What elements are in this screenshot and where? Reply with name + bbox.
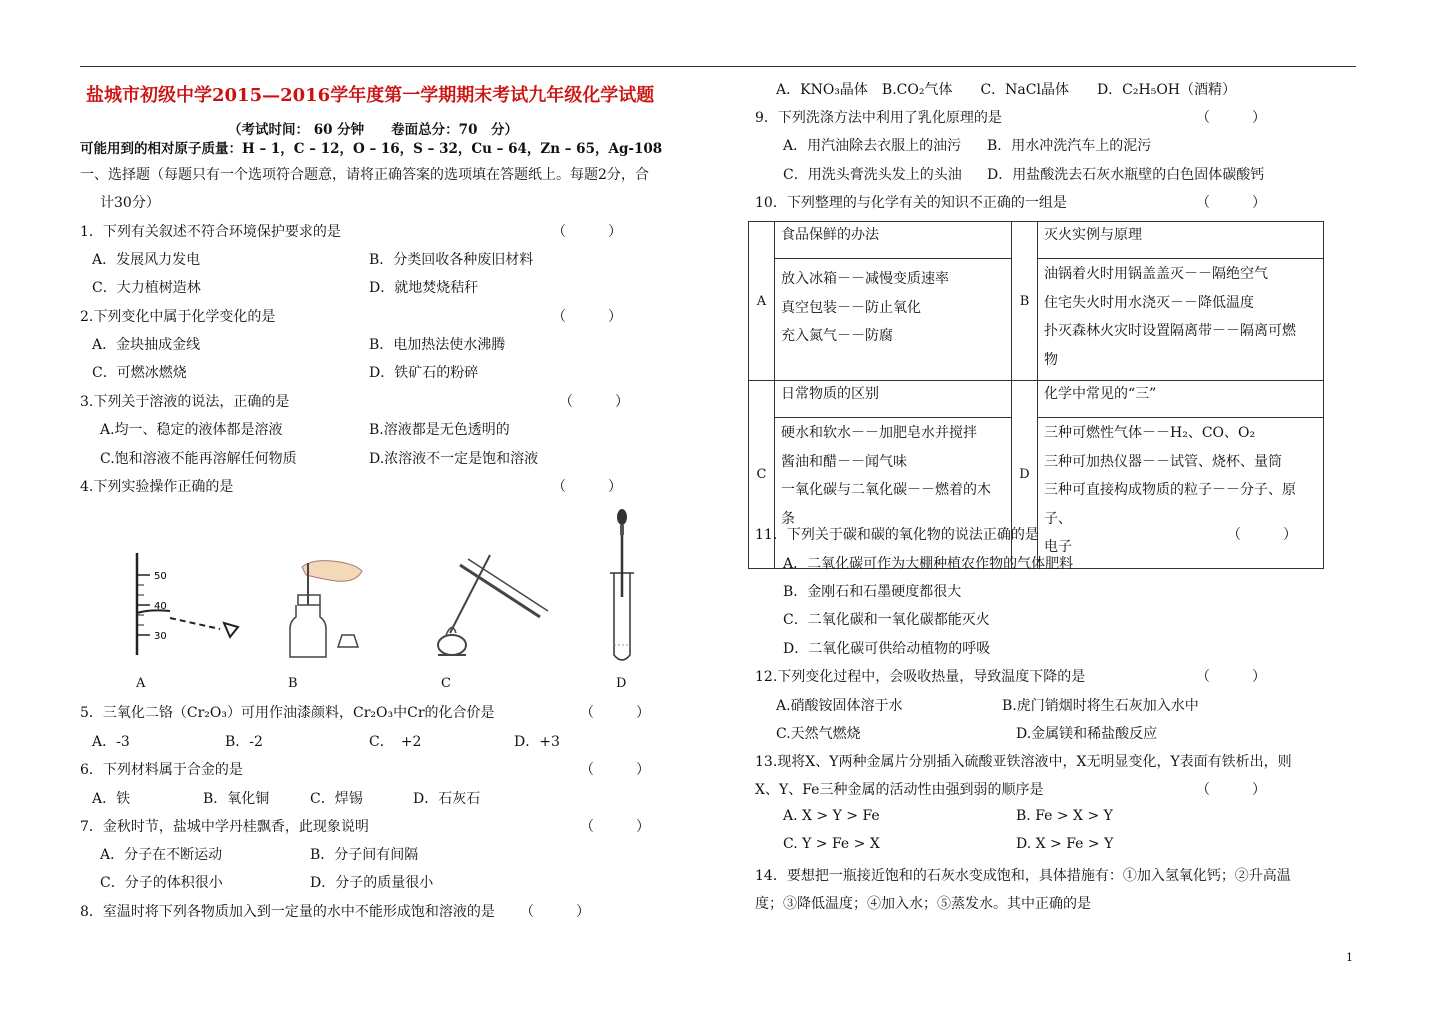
q1-option-d: D．就地焚烧秸秆 [369,280,479,296]
q10-answer-bracket: （ ） [1196,195,1266,211]
reagent-bottle-figure [290,561,362,657]
figure-label-c: C [441,676,451,691]
q2-option-d: D．铁矿石的粉碎 [369,365,479,381]
cell-a-line: 充入氮气－－防腐 [781,328,893,344]
q7-option-a: A．分子在不断运动 [100,847,223,863]
graduated-cylinder-figure [137,553,238,655]
row-label-a: A [749,222,775,381]
row-label-d: D [1012,381,1038,569]
cell-b [1038,222,1324,381]
q12-option-d: D.金属镁和稀盐酸反应 [1016,726,1158,742]
section-heading: 一、选择题（每题只有一个选项符合题意，请将正确答案的选项填在答题纸上。每题2分，合 [80,167,649,183]
q13-answer-bracket: （ ） [1196,782,1266,798]
q6-option-d: D．石灰石 [413,791,481,807]
scale-label-40: 40 [154,601,167,612]
page-number: 1 [1346,951,1353,964]
cell-d-heading: 化学中常见的“三” [1038,381,1323,418]
q8-answer-bracket: （ ） [520,904,590,920]
q9-stem: 9．下列洗涤方法中利用了乳化原理的是 [755,110,1002,126]
q13-stem-line2: X、Y、Fe三种金属的活动性由强到弱的顺序是 [755,782,1044,798]
q6-answer-bracket: （ ） [580,762,650,778]
q3-stem: 3.下列关于溶液的说法，正确的是 [80,394,290,410]
q13-option-c: C. Y > Fe > X [783,836,880,852]
q11-stem: 11．下列关于碳和碳的氧化物的说法正确的是 [755,527,1039,543]
q3-option-c: C.饱和溶液不能再溶解任何物质 [100,451,297,467]
q7-option-c: C．分子的体积很小 [100,875,223,891]
q9-option-b: B．用水冲洗汽车上的泥污 [987,138,1152,154]
figure-label-a: A [136,676,146,691]
knowledge-table [748,221,1324,569]
q5-stem: 5．三氧化二铬（Cr₂O₃）可用作油漆颜料，Cr₂O₃中Cr的化合价是 [80,705,495,721]
cell-b-heading: 灭火实例与原理 [1038,222,1323,259]
q6-option-a: A．铁 [92,791,131,807]
q12-option-b: B.虎门销烟时将生石灰加入水中 [1002,698,1199,714]
q11-option-a: A．二氧化碳可作为大棚种植农作物的气体肥料 [783,556,1074,572]
q2-stem: 2.下列变化中属于化学变化的是 [80,309,276,325]
cell-d-line: 三种可燃性气体－－H₂、CO、O₂ [1044,425,1256,441]
q13-option-a: A. X > Y > Fe [783,808,880,824]
q11-option-c: C．二氧化碳和一氧化碳都能灭火 [783,612,990,628]
q5-answer-bracket: （ ） [580,705,650,721]
cell-d-line: 三种可直接构成物质的粒子－－分子、原子、 [1044,482,1296,527]
figure-label-d: D [616,676,627,691]
q7-stem: 7．金秋时节，盐城中学丹桂飘香，此现象说明 [80,819,369,835]
q7-answer-bracket: （ ） [580,819,650,835]
cell-b-line: 油锅着火时用锅盖盖灭－－隔绝空气 [1044,266,1268,282]
row-label-b: B [1012,222,1038,381]
q7-option-b: B．分子间有间隔 [310,847,419,863]
cell-c-line: 一氧化碳与二氧化碳－－燃着的木 [781,482,991,498]
q1-option-b: B．分类回收各种废旧材料 [369,252,534,268]
cell-a-line: 放入冰箱－－减慢变质速率 [781,271,949,287]
q5-option-c: C． +2 [369,734,422,750]
dropper-test-tube-figure [610,509,634,660]
figure-label-b: B [288,676,298,691]
q2-option-a: A．金块抽成金线 [92,337,201,353]
q5-option-d: D．+3 [514,734,560,750]
q1-option-a: A．发展风力发电 [92,252,201,268]
q4-answer-bracket: （ ） [552,479,622,495]
q5-option-b: B．-2 [225,734,263,750]
cell-a [775,222,1012,381]
q8-stem: 8．室温时将下列各物质加入到一定量的水中不能形成饱和溶液的是 [80,904,495,920]
exam-info: （考试时间： 60 分钟 卷面总分：70 分） [228,122,518,138]
q12-stem: 12.下列变化过程中，会吸收热量，导致温度下降的是 [755,669,1086,685]
scale-label-50: 50 [154,571,167,582]
q2-option-c: C．可燃冰燃烧 [92,365,187,381]
cell-a-line: 真空包装－－防止氧化 [781,299,921,316]
q1-answer-bracket: （ ） [552,224,622,240]
q14-stem-line2: 度；③降低温度；④加入水；⑤蒸发水。其中正确的是 [755,896,1091,912]
q13-option-b: B. Fe > X > Y [1016,808,1113,824]
section-heading-cont: 计30分） [100,195,160,211]
cell-d-line: 电子 [1044,539,1072,555]
q9-option-a: A．用汽油除去衣服上的油污 [783,138,962,154]
cell-d-line: 三种可加热仪器－－试管、烧杯、量筒 [1044,453,1282,470]
q5-option-a: A．-3 [92,734,130,750]
q11-option-b: B．金刚石和石墨硬度都很大 [783,584,962,600]
cell-c-line: 酱油和醋－－闻气味 [781,453,907,470]
q1-option-c: C．大力植树造林 [92,280,201,296]
q13-option-d: D. X > Fe > Y [1016,836,1114,852]
q11-answer-bracket: （ ） [1227,527,1297,543]
q3-answer-bracket: （ ） [559,394,629,410]
row-label-c: C [749,381,775,569]
q12-option-a: A.硝酸铵固体溶于水 [776,698,903,714]
q13-stem-line1: 13.现将X、Y两种金属片分别插入硫酸亚铁溶液中，X无明显变化，Y表面有铁析出，则 [755,754,1292,770]
cell-c-line: 硬水和软水－－加肥皂水并搅拌 [781,425,977,441]
q6-option-b: B．氧化铜 [203,791,270,807]
cell-b-line: 物 [1044,351,1058,368]
q11-option-d: D．二氧化碳可供给动植物的呼吸 [783,641,991,657]
cell-c-heading: 日常物质的区别 [775,381,1011,418]
atomic-masses: 可能用到的相对原子质量：H – 1，C – 12，O – 16，S – 32，Cu – 64，Zn – 65，Ag-108 [80,141,663,157]
q6-option-c: C．焊锡 [310,791,363,807]
page-title: 盐城市初级中学2015—2016学年度第一学期期末考试九年级化学试题 [86,85,655,106]
q7-option-d: D．分子的质量很小 [310,875,434,891]
q9-answer-bracket: （ ） [1196,110,1266,126]
q4-stem: 4.下列实验操作正确的是 [80,479,234,495]
q2-option-b: B．电加热法使水沸腾 [369,337,506,353]
q14-stem-line1: 14．要想把一瓶接近饱和的石灰水变成饱和，具体措施有：①加入氢氧化钙；②升高温 [755,868,1291,884]
q6-stem: 6．下列材料属于合金的是 [80,762,243,778]
q12-answer-bracket: （ ） [1196,669,1266,685]
q10-stem: 10．下列整理的与化学有关的知识不正确的一组是 [755,195,1067,211]
scale-label-30: 30 [154,631,167,642]
top-rule [80,66,1356,67]
q1-stem: 1．下列有关叙述不符合环境保护要求的是 [80,224,341,240]
q2-answer-bracket: （ ） [552,309,622,325]
q8-options: A．KNO₃晶体 B.CO₂气体 C．NaCl晶体 D．C₂H₅OH（酒精） [776,82,1237,98]
q9-option-d: D．用盐酸洗去石灰水瓶壁的白色固体碳酸钙 [987,167,1265,183]
q3-option-a: A.均一、稳定的液体都是溶液 [100,422,283,438]
q9-option-c: C．用洗头膏洗头发上的头油 [783,167,962,183]
cell-a-heading: 食品保鲜的办法 [775,222,1011,259]
cell-c-line: 条 [781,510,795,527]
q3-option-b: B.溶液都是无色透明的 [369,422,510,438]
heating-test-tube-figure [438,555,548,655]
cell-b-line: 住宅失火时用水浇灭－－降低温度 [1044,294,1254,311]
experiment-figures [120,505,660,670]
q3-option-d: D.浓溶液不一定是饱和溶液 [369,451,539,467]
q12-option-c: C.天然气燃烧 [776,726,861,742]
cell-b-line: 扑灭森林火灾时设置隔离带－－隔离可燃 [1044,323,1296,339]
